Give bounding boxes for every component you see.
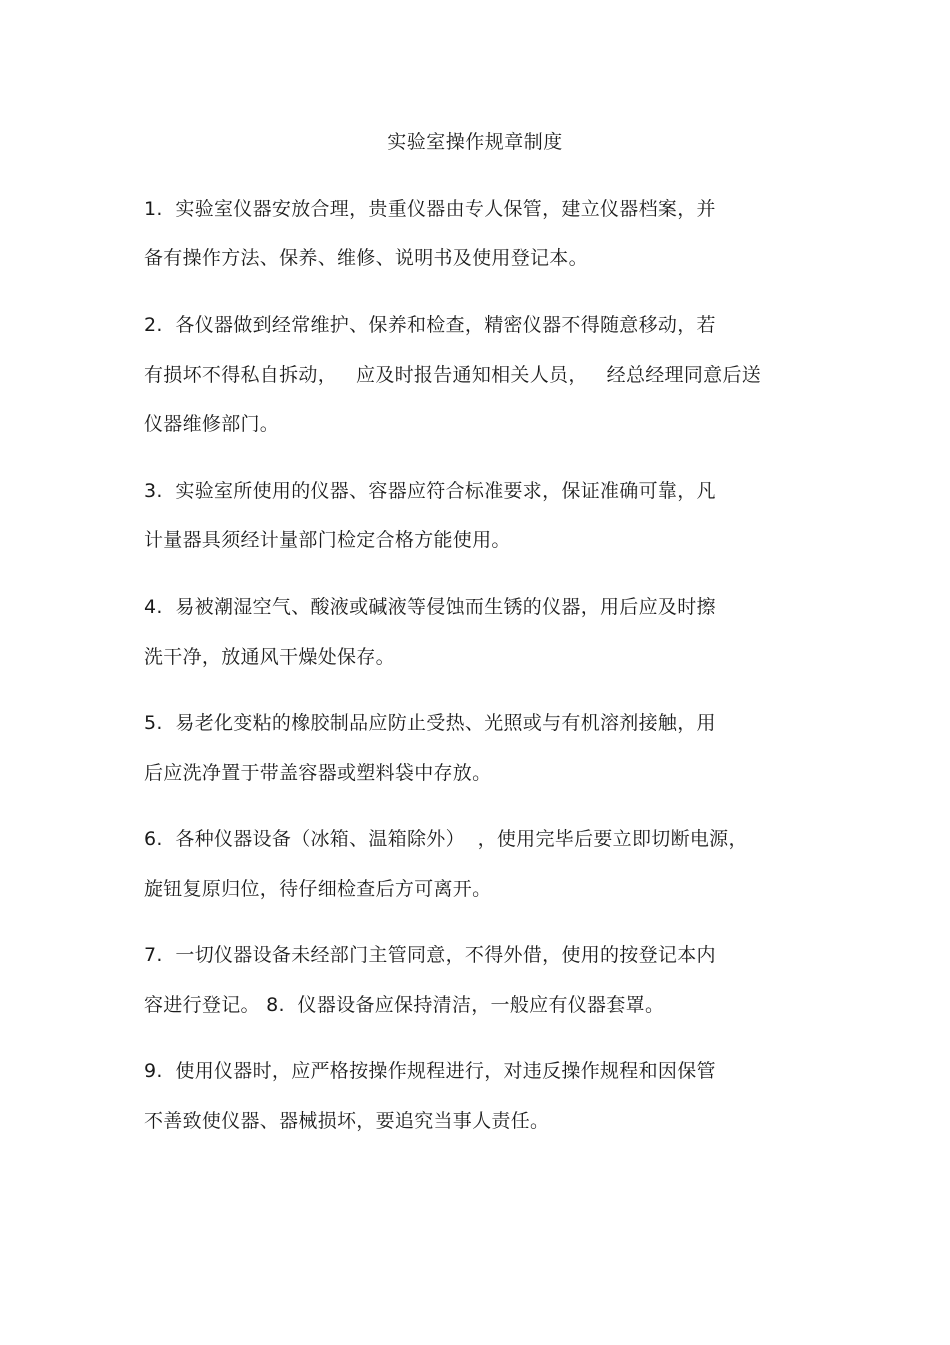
paragraph-9-line-2: 不善致使仪器、器械损坏，要追究当事人责任。 <box>144 1110 550 1132</box>
paragraph-6-line-1: 6. 各种仪器设备（冰箱、温箱除外） ，使用完毕后要立即切断电源， <box>144 828 748 850</box>
paragraph-4-line-1: 4. 易被潮湿空气、酸液或碱液等侵蚀而生锈的仪器，用后应及时擦 <box>144 596 716 618</box>
paragraph-2-line-1: 2. 各仪器做到经常维护、保养和检查，精密仪器不得随意移动，若 <box>144 314 716 336</box>
paragraph-3-line-1: 3. 实验室所使用的仪器、容器应符合标准要求，保证准确可靠，凡 <box>144 480 716 502</box>
paragraph-7-line-1: 7. 一切仪器设备未经部门主管同意，不得外借，使用的按登记本内 <box>144 944 716 966</box>
document-title: 实验室操作规章制度 <box>387 131 563 153</box>
paragraph-5-line-2: 后应洗净置于带盖容器或塑料袋中存放。 <box>144 762 492 784</box>
paragraph-2-line-2: 有损坏不得私自拆动， 应及时报告通知相关人员， 经总经理同意后送 <box>144 364 762 386</box>
paragraph-2-line-3: 仪器维修部门。 <box>144 413 280 435</box>
paragraph-5-line-1: 5. 易老化变粘的橡胶制品应防止受热、光照或与有机溶剂接触，用 <box>144 712 716 734</box>
paragraph-1-line-2: 备有操作方法、保养、维修、说明书及使用登记本。 <box>144 247 588 269</box>
paragraph-6-line-2: 旋钮复原归位，待仔细检查后方可离开。 <box>144 878 492 900</box>
paragraph-4-line-2: 洗干净，放通风干燥处保存。 <box>144 646 395 668</box>
paragraph-7-line-2: 容进行登记。 8. 仪器设备应保持清洁，一般应有仪器套罩。 <box>144 994 665 1016</box>
paragraph-3-line-2: 计量器具须经计量部门检定合格方能使用。 <box>144 529 511 551</box>
paragraph-1-line-1: 1. 实验室仪器安放合理，贵重仪器由专人保管，建立仪器档案，并 <box>144 198 716 220</box>
paragraph-9-line-1: 9. 使用仪器时，应严格按操作规程进行，对违反操作规程和因保管 <box>144 1060 716 1082</box>
